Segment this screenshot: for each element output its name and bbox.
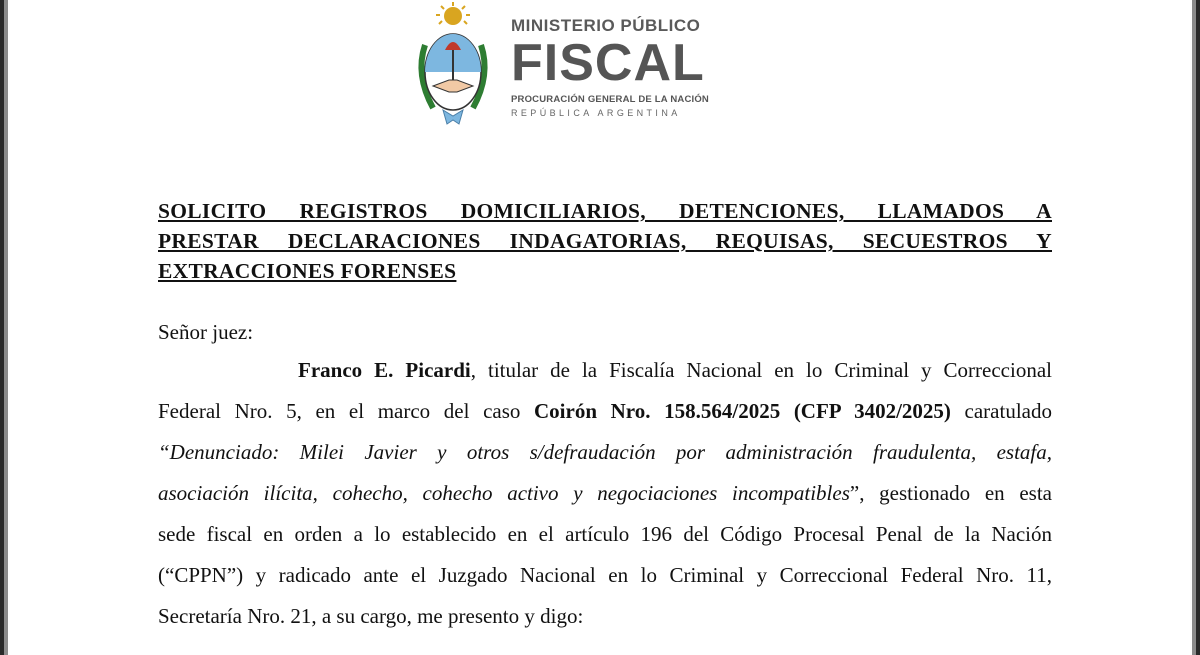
prosecutor-name: Franco E. Picardi [298, 358, 471, 382]
case-number: Coirón Nro. 158.564/2025 (CFP 3402/2025) [534, 399, 951, 423]
body-line: (“CPPN”) y radicado ante el Juzgado Nacional en lo Criminal y Correccional Federal Nro. 11, [158, 563, 1052, 587]
title-line: EXTRACCIONES FORENSES [158, 259, 457, 283]
body-line: sede fiscal en orden a lo establecido en el artículo 196 del Código Procesal Penal de la Nación [158, 522, 1052, 546]
body-line: Secretaría Nro. 21, a su cargo, me presento y digo: [158, 604, 584, 628]
body-line: Federal Nro. 5, en el marco del caso Coirón Nro. 158.564/2025 (CFP 3402/2025) caratulado [158, 399, 1052, 423]
title-line: PRESTAR DECLARACIONES INDAGATORIAS, REQUISAS, SECUESTROS Y [158, 229, 1052, 253]
national-coat-of-arms-icon [403, 0, 503, 130]
case-caption: “Denunciado: Milei Javier y otros s/defraudación por administración fraudulenta, estafa, [158, 440, 1052, 464]
document-title [158, 196, 1052, 286]
title-line: SOLICITO REGISTROS DOMICILIARIOS, DETENCIONES, LLAMADOS A [158, 199, 1052, 223]
case-caption-cont: asociación ilícita, cohecho, cohecho activo y negociaciones incompatibles [158, 481, 850, 505]
org-logotype [511, 16, 709, 118]
viewer-frame-right [1192, 0, 1200, 655]
org-line-1: MINISTERIO PÚBLICO [511, 16, 701, 35]
letterhead [403, 0, 733, 135]
document-page [8, 0, 1192, 655]
body-paragraph [158, 350, 1052, 637]
org-line-2: FISCAL [511, 34, 705, 92]
sun-of-may [436, 2, 470, 25]
org-line-4: REPÚBLICA ARGENTINA [511, 108, 681, 118]
body-line: asociación ilícita, cohecho, cohecho activo y negociaciones incompatibles”, gestionado en esta [158, 481, 1052, 505]
body-line: Franco E. Picardi, titular de la Fiscalía Nacional en lo Criminal y Correccional [298, 358, 1052, 382]
viewer-frame-left [0, 0, 8, 655]
org-line-3: PROCURACIÓN GENERAL DE LA NACIÓN [511, 94, 709, 105]
body-line [158, 432, 1052, 473]
salutation: Señor juez: [158, 320, 254, 344]
